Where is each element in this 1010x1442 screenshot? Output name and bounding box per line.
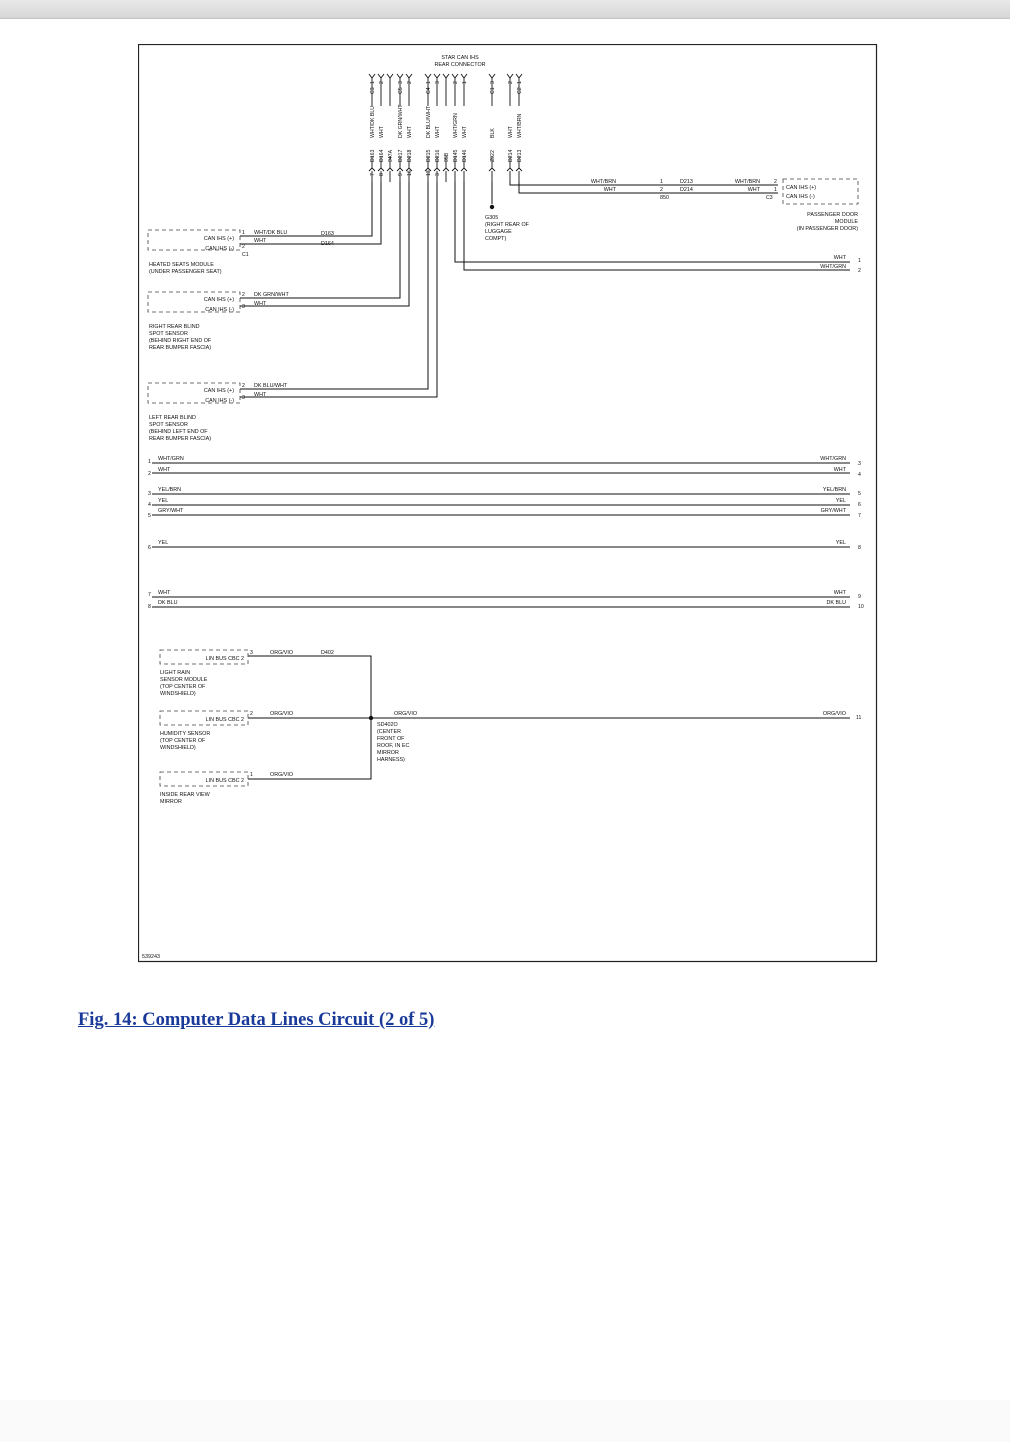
rb-pin-1: 2 [242, 292, 245, 298]
svg-text:WHT/GRN: WHT/GRN [158, 456, 184, 462]
svg-text:GRY/WHT: GRY/WHT [820, 508, 846, 514]
svg-text:WHT: WHT [833, 590, 846, 596]
ground-label-2: (RIGHT REAR OF [485, 222, 529, 228]
hs-pin-2: 2 [242, 244, 245, 250]
lb-module-4: REAR BUMPER FASCIA) [149, 436, 212, 442]
connector-pin-circuit: 947A [388, 149, 394, 162]
splice-right-color: ORG/VIO [822, 711, 846, 717]
hs-module-1: HEATED SEATS MODULE [149, 262, 214, 268]
pd-pin-top: 1 [660, 179, 663, 185]
connector-pin-color: DK BLU/WHT [426, 106, 432, 138]
ground-dot [490, 205, 494, 209]
svg-text:6: 6 [858, 502, 861, 508]
connector-pin-color: WHT/DK BLU [370, 106, 376, 138]
pd-module-3: (IN PASSENGER DOOR) [796, 226, 858, 232]
svg-text:5: 5 [858, 491, 861, 497]
svg-text:YEL: YEL [835, 540, 846, 546]
svg-text:YEL: YEL [158, 498, 169, 504]
splice-wire: ORG/VIO [394, 711, 418, 717]
connector-pin-side: C4 [426, 87, 432, 94]
connector-pin-circuit: D213 [517, 149, 523, 162]
splice-right-num: 11 [856, 715, 862, 721]
connector-pin-number: 1 [426, 81, 432, 84]
pd-module-2: MODULE [834, 219, 858, 225]
svg-text:6: 6 [148, 545, 151, 551]
connector-pin-side: C5 [398, 87, 404, 94]
svg-text:3: 3 [858, 461, 861, 467]
pd-circuit-bottom: D214 [680, 187, 693, 193]
connector-pin-color: WHT [508, 126, 514, 138]
lin1-wire: ORG/VIO [270, 650, 294, 656]
splice-label-3: FRONT OF [377, 736, 405, 742]
rb-pin-label-1: CAN IHS (+) [203, 297, 234, 303]
splice-label-2: (CENTER [377, 729, 401, 735]
connector-pin-circuit: D146 [462, 149, 468, 162]
svg-text:8: 8 [858, 545, 861, 551]
connector-pin-position: 8 [379, 173, 385, 176]
svg-text:YEL: YEL [835, 498, 846, 504]
pd-splice: 850 [660, 195, 669, 201]
lin1-circuit: D402 [321, 650, 334, 656]
hs-pin-label-1: CAN IHS (+) [203, 236, 234, 242]
viewer-toolbar [0, 0, 1010, 19]
pd-pin-bottom: 2 [660, 187, 663, 193]
hs-circuit-2: D164 [321, 241, 334, 247]
page-footer-band [0, 1400, 1010, 1442]
pd-connector: C3 [766, 195, 773, 201]
connector-pin-number: 2 [453, 81, 459, 84]
lb-wire-1: DK BLU/WHT [254, 383, 288, 389]
connector-pin-position: 9 [398, 173, 404, 176]
pd-circuit-top: D213 [680, 179, 693, 185]
connector-pin-number: 1 [370, 81, 376, 84]
connector-pin-color: WHT [435, 126, 441, 138]
pd-pin-label-2: CAN IHS (-) [786, 194, 815, 200]
pd-pin-label-1: CAN IHS (+) [786, 185, 817, 191]
connector-pin-circuit: D218 [407, 149, 413, 162]
connector-pin-side: C3 [370, 87, 376, 94]
connector-pin-circuit: D215 [426, 149, 432, 162]
svg-text:YEL/BRN: YEL/BRN [822, 487, 846, 493]
lin3-module-1: INSIDE REAR VIEW [160, 792, 210, 798]
connector-pin-color: WHT/BRN [517, 113, 523, 138]
connector-pin-position: 16 [407, 170, 413, 176]
pd-wire-top: WHT/BRN [590, 179, 616, 185]
connector-pin-number: 3 [435, 81, 441, 84]
svg-text:7: 7 [148, 592, 151, 598]
lin1-module-4: WINDSHIELD) [160, 691, 196, 697]
lin3-wire: ORG/VIO [270, 772, 294, 778]
svg-text:YEL: YEL [158, 540, 169, 546]
connector-pin-position: 13 [426, 170, 432, 176]
lin3-pin: 1 [250, 772, 253, 778]
connector-pin-circuit: D214 [508, 149, 514, 162]
svg-text:WHT: WHT [833, 467, 846, 473]
connector-title-2: REAR CONNECTOR [434, 62, 486, 68]
connector-pin-position: 3 [435, 173, 441, 176]
svg-text:9: 9 [858, 594, 861, 600]
lin1-pin: 3 [250, 650, 253, 656]
connector-pin-color: DK GRN/WHT [398, 104, 404, 138]
svg-text:WHT: WHT [158, 467, 171, 473]
connector-pin-number: 1 [462, 81, 468, 84]
connector-pin-number: 3 [490, 81, 496, 84]
pass-line-1-color: WHT [833, 255, 846, 261]
pd-module-1: PASSENGER DOOR [807, 212, 858, 218]
connector-pin-circuit: D145 [453, 149, 459, 162]
svg-text:5: 5 [148, 513, 151, 519]
svg-text:WHT: WHT [158, 590, 171, 596]
splice-label-4: ROOF, IN EC [377, 743, 410, 749]
wiring-diagram [138, 44, 878, 964]
svg-text:2: 2 [148, 471, 151, 477]
svg-text:4: 4 [148, 502, 151, 508]
lb-pin-2: 3 [242, 395, 245, 401]
svg-text:1: 1 [148, 459, 151, 465]
rb-module-2: SPOT SENSOR [149, 331, 188, 337]
splice-label-6: HARNESS) [377, 757, 405, 763]
figure-caption-link[interactable]: Fig. 14: Computer Data Lines Circuit (2 of 5) [78, 1010, 435, 1030]
pd-module-wire-bottom: WHT [747, 187, 760, 193]
hs-wire-2: WHT [254, 238, 267, 244]
hs-pin-1: 1 [242, 230, 245, 236]
pd-module-pin-bottom: 1 [774, 187, 777, 193]
lin2-pin: 2 [250, 711, 253, 717]
connector-pin-side: C1 [490, 87, 496, 94]
connector-pin-side: C2 [517, 87, 523, 94]
connector-pin-circuit: D216 [435, 149, 441, 162]
connector-pin-color: WHT/GRN [453, 113, 459, 138]
splice-label-5: MIRROR [377, 750, 399, 756]
lin1-module-2: SENSOR MODULE [160, 677, 208, 683]
lin2-pin-label: LIN BUS CBC 2 [205, 717, 244, 723]
connector-pin-circuit: D163 [370, 149, 376, 162]
rb-pin-2: 3 [242, 304, 245, 310]
hs-connector: C1 [242, 252, 249, 258]
rb-module-3: (BEHIND RIGHT END OF [149, 338, 212, 344]
ground-label-4: COMPT) [485, 236, 507, 242]
connector-pin-circuit: Z922 [490, 150, 496, 162]
connector-pin-color: WHT [462, 126, 468, 138]
hs-pin-label-2: CAN IHS (-) [205, 246, 234, 252]
connector-pin-circuit: D217 [398, 149, 404, 162]
connector-pin-color: WHT [379, 126, 385, 138]
lin2-wire: ORG/VIO [270, 711, 294, 717]
splice-dot [369, 716, 373, 720]
rb-pin-label-2: CAN IHS (-) [205, 307, 234, 313]
svg-text:8: 8 [148, 604, 151, 610]
rb-module-4: REAR BUMPER FASCIA) [149, 345, 212, 351]
diagram-frame [139, 45, 877, 962]
svg-text:4: 4 [858, 472, 861, 478]
lb-pin-label-2: CAN IHS (-) [205, 398, 234, 404]
lin3-pin-label: LIN BUS CBC 2 [205, 778, 244, 784]
pd-module-wire-top: WHT/BRN [734, 179, 760, 185]
lb-module-2: SPOT SENSOR [149, 422, 188, 428]
connector-pin-number: 2 [379, 81, 385, 84]
connector-pin-position: 7 [370, 173, 376, 176]
lb-module-3: (BEHIND LEFT END OF [149, 429, 208, 435]
pass-line-2-num: 2 [858, 268, 861, 274]
hs-circuit-1: D163 [321, 231, 334, 237]
rb-wire-2: WHT [254, 301, 267, 307]
connector-pin-color: WHT [407, 126, 413, 138]
hs-wire-1: WHT/DK BLU [254, 230, 288, 236]
hs-module-2: (UNDER PASSENGER SEAT) [149, 269, 222, 275]
lin1-module-3: (TOP CENTER OF [160, 684, 206, 690]
connector-pin-number: 2 [407, 81, 413, 84]
svg-text:7: 7 [858, 513, 861, 519]
lin2-module-3: WINDSHIELD) [160, 745, 196, 751]
svg-text:GRY/WHT: GRY/WHT [158, 508, 184, 514]
rb-wire-1: DK GRN/WHT [254, 292, 289, 298]
lin1-pin-label: LIN BUS CBC 2 [205, 656, 244, 662]
connector-pin-number: 1 [517, 81, 523, 84]
connector-title-1: STAR CAN IHS [441, 55, 479, 61]
lin3-module-2: MIRROR [160, 799, 182, 805]
figure-id: 539243 [142, 954, 160, 960]
lb-wire-2: WHT [254, 392, 267, 398]
lin2-module-2: (TOP CENTER OF [160, 738, 206, 744]
connector-pin-circuit: 95B [444, 152, 450, 162]
pass-line-1-num: 1 [858, 258, 861, 264]
svg-text:10: 10 [858, 604, 864, 610]
pd-module-pin-top: 2 [774, 179, 777, 185]
pass-line-2-color: WHT/GRN [820, 264, 846, 270]
svg-text:WHT/GRN: WHT/GRN [820, 456, 846, 462]
lin2-module-1: HUMIDITY SENSOR [160, 731, 211, 737]
connector-pin-circuit: D164 [379, 149, 385, 162]
lb-pin-1: 2 [242, 383, 245, 389]
rb-module-1: RIGHT REAR BLIND [149, 324, 200, 330]
pd-wire-bottom: WHT [603, 187, 616, 193]
connector-pin-number: 2 [508, 81, 514, 84]
ground-label-1: G305 [485, 215, 499, 221]
svg-text:YEL/BRN: YEL/BRN [158, 487, 182, 493]
svg-text:3: 3 [148, 491, 151, 497]
splice-label-1: SD402O [377, 722, 398, 728]
lb-module-1: LEFT REAR BLIND [149, 415, 196, 421]
ground-label-3: LUGGAGE [485, 229, 512, 235]
svg-text:DK BLU: DK BLU [158, 600, 178, 606]
lb-pin-label-1: CAN IHS (+) [203, 388, 234, 394]
connector-pin-number: 3 [398, 81, 404, 84]
connector-pin-color: BLK [490, 128, 496, 138]
lin1-module-1: LIGHT RAIN [160, 670, 191, 676]
svg-text:DK BLU: DK BLU [826, 600, 846, 606]
